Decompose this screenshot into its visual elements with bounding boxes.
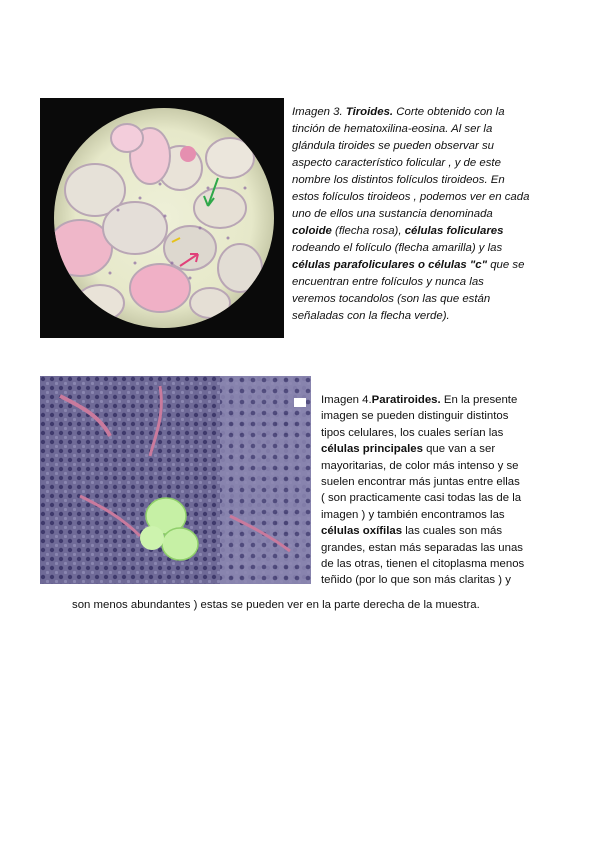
cap4-seg: células principales [321, 443, 423, 456]
parathyroid-micrograph-drawing [40, 376, 311, 584]
thyroid-micrograph [40, 98, 284, 338]
cap4-seg: células oxífilas [321, 525, 403, 538]
cap3-seg: células parafoliculares o células "c" [292, 259, 488, 271]
cap3-seg: Tiroides. [345, 106, 394, 118]
figure4-caption-tail: son menos abundantes ) estas se pueden ver en la parte derecha de la muestra. [72, 599, 480, 611]
figure3-caption [292, 104, 530, 325]
cap4-seg: que van a ser mayoritarias, de color más intenso y se suelen encontrar más juntas entre ellas ( son practicamente casi todas las de la imagen ) y también encontramos las [321, 443, 522, 521]
cap3-seg: Corte obtenido con la tinción de hematoxilina-eosina. Al ser la glándula tiroides se pueden observar su aspecto característico folicular , y de este nombre los distintos folículos tiroideos. En estos folículos tiroideos , podemos ver en cada uno de ellos una sustancia denominada [292, 106, 530, 220]
cap4-seg: Paratiroides. [371, 394, 441, 406]
figure4-caption [321, 392, 526, 589]
parathyroid-micrograph [40, 376, 311, 584]
thyroid-micrograph-drawing [40, 98, 284, 338]
cap3-seg: rodeando el folículo (flecha amarilla) y las [292, 242, 503, 254]
cap3-seg: Imagen 3. [292, 106, 346, 118]
cap3-seg: coloide [292, 225, 332, 237]
cap3-seg: que se encuentran entre folículos y nunca las veremos tocandolos (son las que están señaladas con la flecha verde). [292, 259, 525, 322]
cap4-seg: Imagen 4. [321, 394, 372, 406]
cap4-seg: las cuales son más grandes, estan más separadas las unas de las otras, tienen el citoplasma menos teñido (por lo que son más claritas ) y [321, 525, 525, 587]
cap3-seg: (flecha rosa), [331, 225, 405, 237]
cap4-seg: En la presente imagen se pueden distinguir distintos tipos celulares, los cuales serían las [321, 394, 518, 439]
cap3-seg: células foliculares [404, 225, 504, 237]
